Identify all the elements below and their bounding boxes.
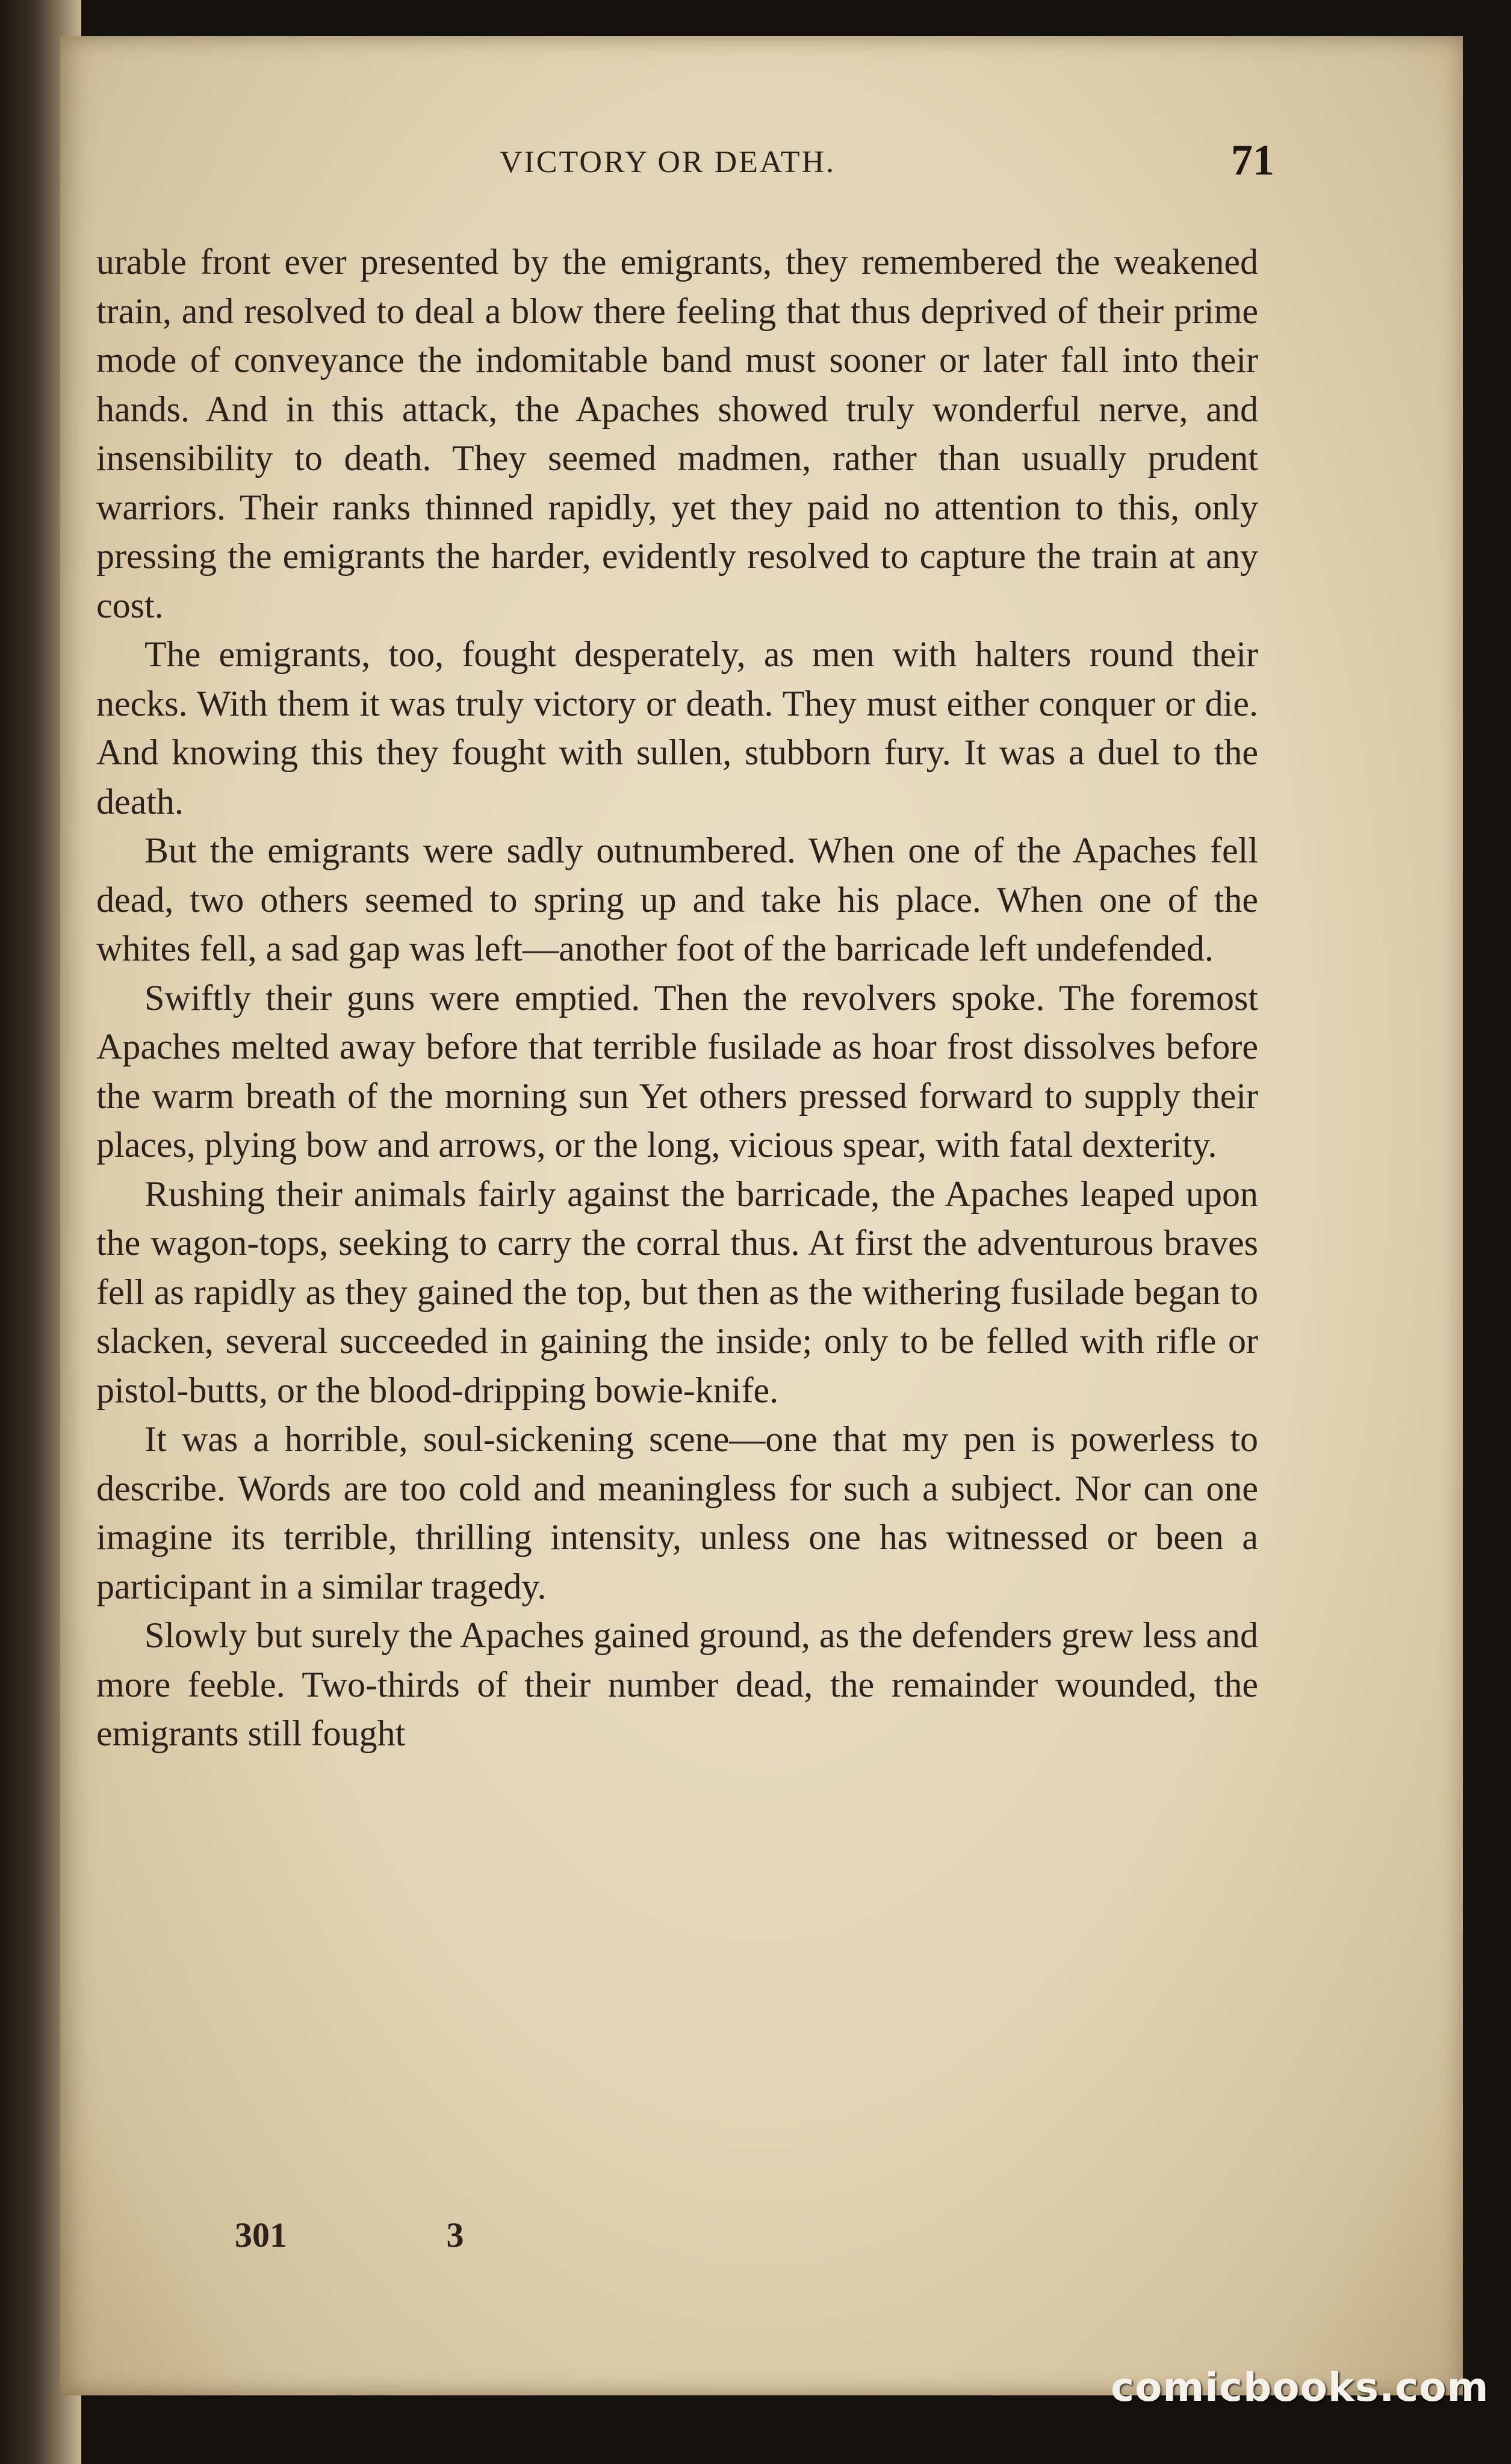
page-number: 71 [1231,136,1274,184]
running-head: VICTORY OR DEATH. [500,145,836,179]
printer-signature [235,2215,464,2255]
paragraph-4: Swiftly their guns were emptied. Then the revolvers spoke. The foremost Apaches melted away before that terrible fusilade as hoar frost dissolves before the warm breath of the morning sun Yet others pressed forward to supply their places, plying bow and arrows, or the long, vicious spear, with fatal dexterity. [96,977,1258,1165]
signature-number: 301 [235,2215,287,2255]
paragraph-3: But the emigrants were sadly outnumbered. When one of the Apaches fell dead, two others seemed to spring up and take his place. When one of the whites fell, a sad gap was left—another foot of the barricade left undefended. [96,831,1258,968]
paragraph-2: The emigrants, too, fought desperately, as men with halters round their necks. With them it was truly victory or death. They must either conquer or die. And knowing this they fought with sullen, stubborn fury. It was a duel to the death. [96,634,1258,822]
watermark: comicbooks.com [1111,2364,1489,2410]
paragraph-5: Rushing their animals fairly against the barricade, the Apaches leaped upon the wagon-tops, seeking to carry the corral thus. At first the adventurous braves fell as rapidly as they gained the top, but then as the withering fusilade began to slacken, several succeeded in gaining the inside; only to be felled with rifle or pistol-butts, or the blood-dripping bowie-knife. [96,1174,1258,1410]
paragraph-7: Slowly but surely the Apaches gained ground, as the defenders grew less and more feeble. Two-thirds of their number dead, the remainder wounded, the emigrants still fought [96,1615,1258,1753]
body-text [96,238,1258,1759]
paragraph-6: It was a horrible, soul-sickening scene—one that my pen is powerless to describe. Words are too cold and meaningless for such a subject. Nor can one imagine its terrible, thrilling intensity, unless one has witnessed or been a participant in a similar tragedy. [96,1419,1258,1606]
paragraph-1: urable front ever presented by the emigrants, they remembered the weakened train, and resolved to deal a blow there feeling that thus deprived of their prime mode of conveyance the indomitable band must sooner or later fall into their hands. And in this attack, the Apaches showed truly wonderful nerve, and insensibility to death. They seemed madmen, rather than usually prudent warriors. Their ranks thinned rapidly, yet they paid no attention to this, only pressing the emigrants the harder, evidently resolved to capture the train at any cost. [96,242,1258,625]
signature-mark: 3 [446,2215,464,2255]
